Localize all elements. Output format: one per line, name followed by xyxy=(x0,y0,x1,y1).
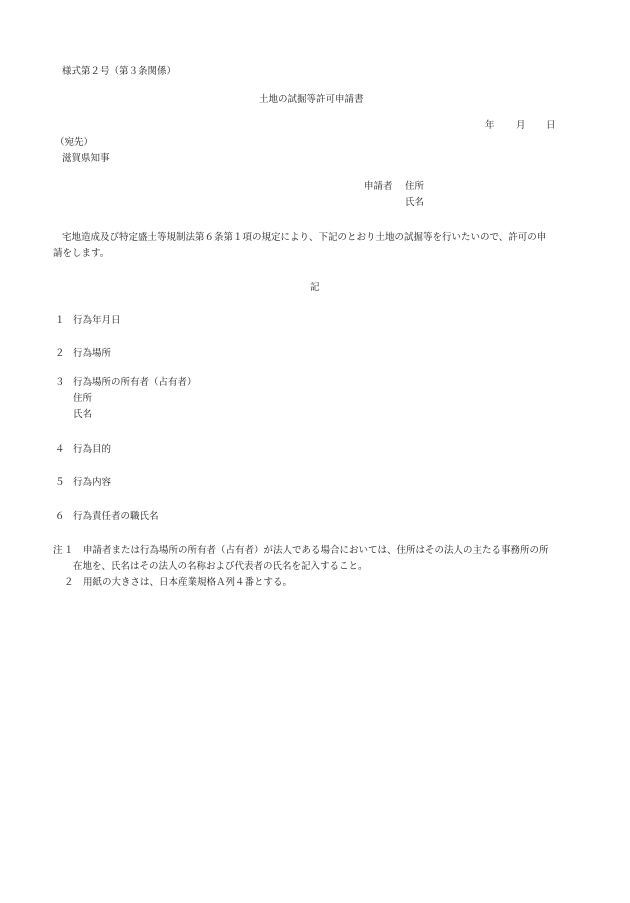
applicant-name-label: 氏名 xyxy=(405,197,425,208)
applicant-address-label: 住所 xyxy=(405,181,425,192)
item-5-number: ５ xyxy=(55,477,65,488)
item-3-sub-address: 住所 xyxy=(73,393,93,404)
item-6-number: ６ xyxy=(55,511,65,522)
ki-heading: 記 xyxy=(310,282,320,293)
note-1-line-2: 在地を、氏名はその法人の名称および代表者の氏名を記入すること。 xyxy=(73,561,368,572)
note-1-line-1: 申請者または行為場所の所有者（占有者）が法人である場合においては、住所はその法人の主たる事務所の所 xyxy=(83,545,549,556)
note-2-line-1: 用紙の大きさは、日本産業規格Ａ列４番とする。 xyxy=(83,577,293,588)
item-3-number: ３ xyxy=(55,377,65,388)
item-2-number: ２ xyxy=(55,348,65,359)
addressee-prefix: （宛先） xyxy=(55,137,94,148)
date-month: 月 xyxy=(516,120,526,131)
item-6-label: 行為責任者の職氏名 xyxy=(73,511,159,522)
item-1-label: 行為年月日 xyxy=(73,315,121,326)
date-day: 日 xyxy=(546,120,556,131)
item-4-label: 行為目的 xyxy=(73,444,112,455)
item-4-number: ４ xyxy=(55,444,65,455)
item-3-sub-name: 氏名 xyxy=(73,409,93,420)
form-number: 様式第２号（第３条関係） xyxy=(62,66,177,77)
item-1-number: １ xyxy=(55,315,65,326)
page-title: 土地の試掘等許可申請書 xyxy=(259,94,364,105)
note-2-number: ２ xyxy=(64,577,74,588)
intro-line-2: 請をします。 xyxy=(53,248,110,259)
item-3-label: 行為場所の所有者（占有者） xyxy=(73,377,197,388)
notes-head: 注 xyxy=(53,545,63,556)
applicant-label: 申請者 xyxy=(364,181,393,192)
item-5-label: 行為内容 xyxy=(73,477,112,488)
date-year: 年 xyxy=(485,120,495,131)
item-2-label: 行為場所 xyxy=(73,348,112,359)
intro-line-1: 宅地造成及び特定盛土等規制法第６条第１項の規定により、下記のとおり土地の試掘等を行いたいので、許可の申 xyxy=(62,232,547,243)
addressee-name: 滋賀県知事 xyxy=(62,153,110,164)
note-1-number: １ xyxy=(64,545,74,556)
